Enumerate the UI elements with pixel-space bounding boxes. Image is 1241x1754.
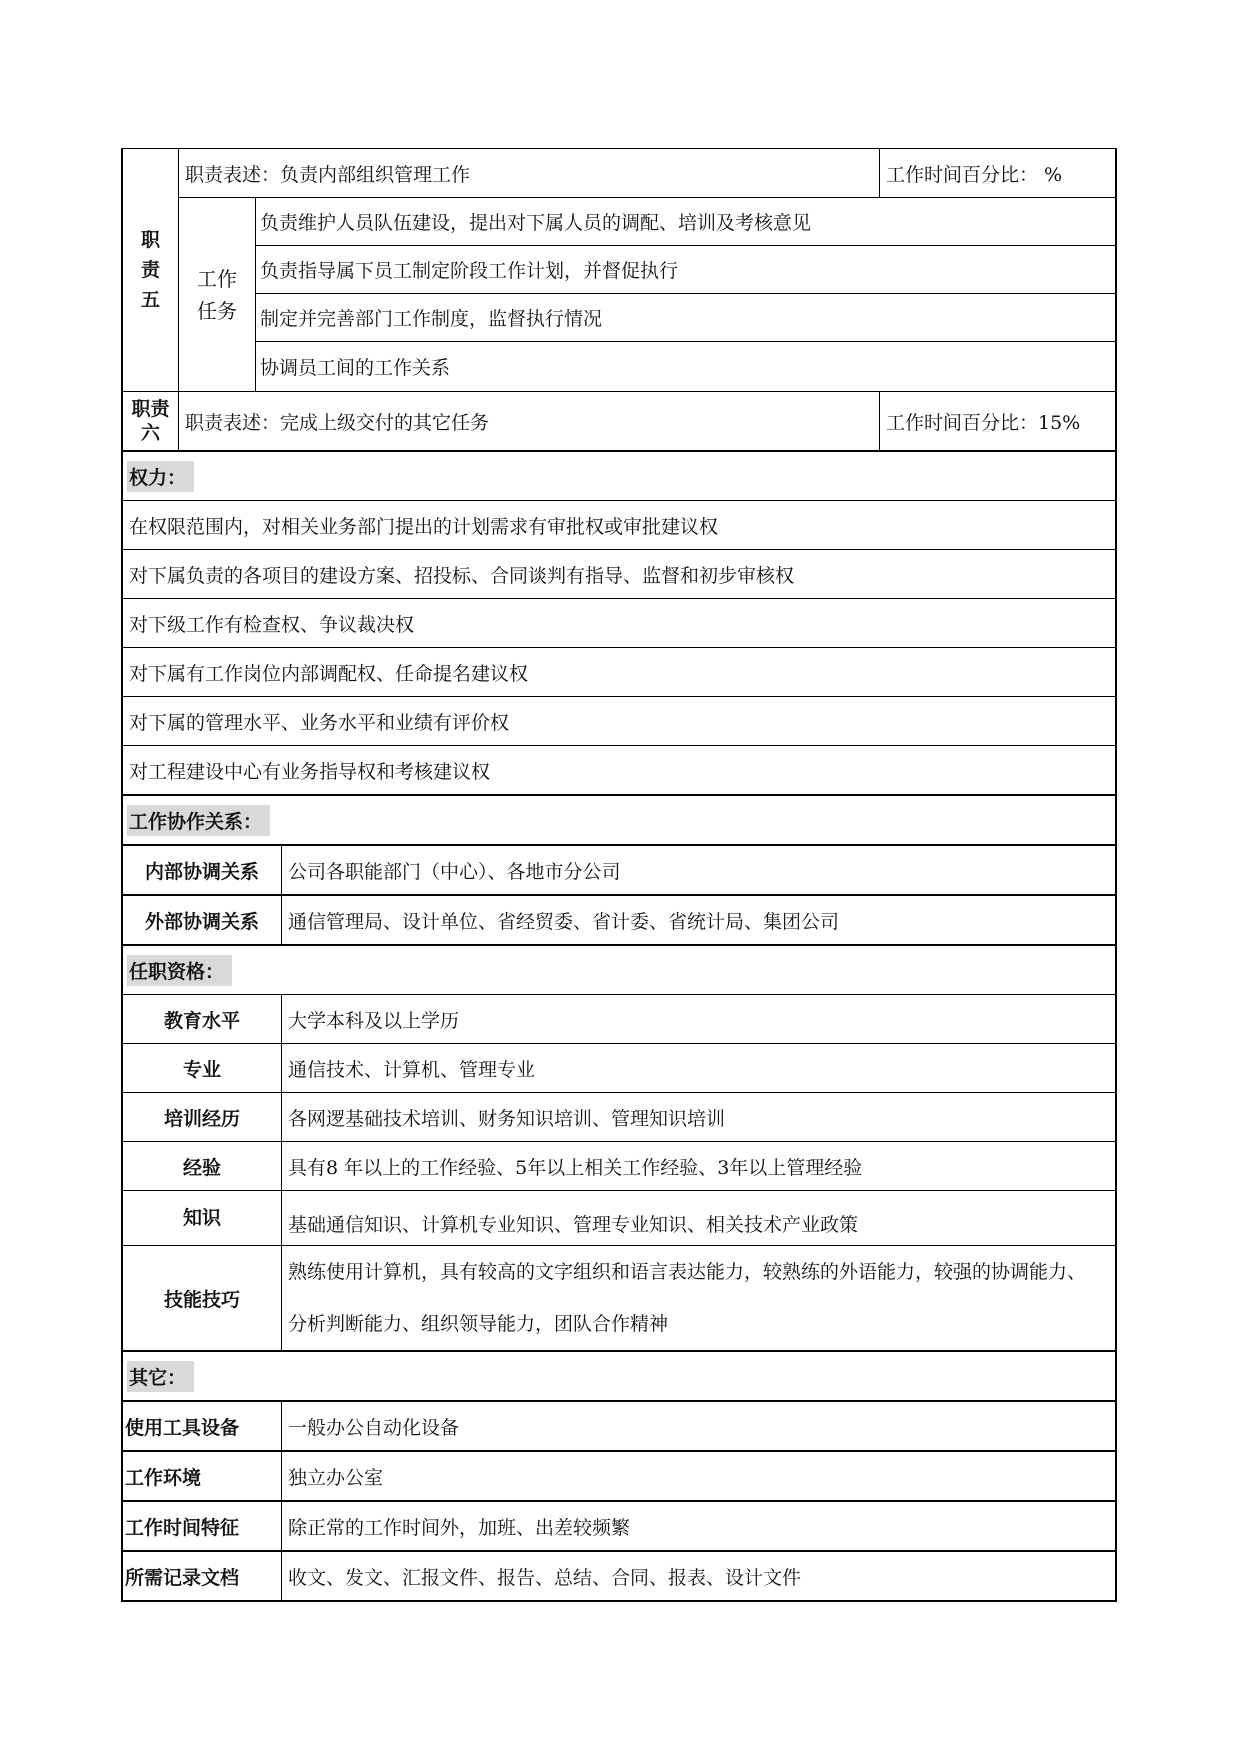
- other-value: 一般办公自动化设备: [281, 1402, 1115, 1450]
- duty6-description: 职责表述：完成上级交付的其它任务: [178, 392, 879, 450]
- others-header: 其它：: [123, 1352, 1115, 1400]
- relation-label: 内部协调关系: [144, 860, 259, 883]
- duties-section: [121, 148, 1117, 450]
- other-label: 工作环境: [125, 1466, 202, 1489]
- other-label: 所需记录文档: [125, 1566, 240, 1589]
- power-header: 权力：: [123, 452, 1115, 500]
- job-description-table: [121, 148, 1117, 1602]
- relation-value: 通信管理局、设计单位、省经贸委、省计委、省统计局、集团公司: [281, 896, 1115, 944]
- task-item: 负责指导属下员工制定阶段工作计划，并督促执行: [256, 246, 1115, 294]
- qualifications-section: [121, 944, 1117, 1350]
- qualification-value: 大学本科及以上学历: [281, 995, 1115, 1043]
- qualification-label: 技能技巧: [163, 1288, 240, 1311]
- duty5-label: 职 责 五: [140, 229, 160, 311]
- others-section: [121, 1350, 1117, 1602]
- qualification-label: 经验: [182, 1156, 221, 1179]
- power-item: 对下属有工作岗位内部调配权、任命提名建议权: [129, 662, 529, 685]
- qualifications-header: 任职资格：: [123, 946, 1115, 994]
- power-item: 在权限范围内，对相关业务部门提出的计划需求有审批权或审批建议权: [129, 515, 719, 538]
- other-label: 使用工具设备: [125, 1416, 240, 1439]
- duty6-label: 职责 六: [131, 398, 170, 444]
- other-label: 工作时间特征: [125, 1516, 240, 1539]
- relation-value: 公司各职能部门（中心）、各地市分公司: [281, 846, 1115, 894]
- power-item: 对下级工作有检查权、争议裁决权: [129, 613, 415, 636]
- relation-label: 外部协调关系: [144, 910, 259, 933]
- qualification-value: 具有8 年以上的工作经验、5年以上相关工作经验、3年以上管理经验: [281, 1142, 1115, 1190]
- task-item: 协调员工间的工作关系: [260, 356, 451, 379]
- other-value: 除正常的工作时间外，加班、出差较频繁: [281, 1502, 1115, 1550]
- qualification-value: 各网逻基础技术培训、财务知识培训、管理知识培训: [281, 1093, 1115, 1141]
- duty5-tasks-label: 工作 任务: [197, 266, 237, 323]
- qualification-label: 培训经历: [163, 1107, 240, 1130]
- qualification-label: 知识: [182, 1207, 221, 1229]
- qualification-label: 教育水平: [163, 1009, 240, 1032]
- task-item: 负责维护人员队伍建设，提出对下属人员的调配、培训及考核意见: [256, 198, 1115, 246]
- duty6-time-ratio: 工作时间百分比：15%: [879, 392, 1115, 450]
- duty5-description: 职责表述：负责内部组织管理工作: [185, 163, 471, 186]
- qualification-value: 熟练使用计算机，具有较高的文字组织和语言表达能力，较熟练的外语能力，较强的协调能力、分析判断能力、组织领导能力，团队合作精神: [281, 1246, 1115, 1350]
- task-item: 制定并完善部门工作制度，监督执行情况: [256, 294, 1115, 342]
- qualification-value: 基础通信知识、计算机专业知识、管理专业知识、相关技术产业政策: [281, 1191, 1115, 1245]
- power-section: [121, 450, 1117, 794]
- other-value: 收文、发文、汇报文件、报告、总结、合同、报表、设计文件: [281, 1552, 1115, 1600]
- power-item: 对下属负责的各项目的建设方案、招投标、合同谈判有指导、监督和初步审核权: [129, 564, 795, 587]
- qualification-value: 通信技术、计算机、管理专业: [281, 1044, 1115, 1092]
- relations-header: 工作协作关系：: [123, 796, 1115, 844]
- power-item: 对工程建设中心有业务指导权和考核建议权: [129, 760, 491, 783]
- relations-section: [121, 794, 1117, 944]
- qualification-label: 专业: [182, 1058, 221, 1081]
- power-item: 对下属的管理水平、业务水平和业绩有评价权: [129, 711, 510, 734]
- duty5-time-ratio: 工作时间百分比： %: [879, 149, 1115, 197]
- other-value: 独立办公室: [281, 1452, 1115, 1500]
